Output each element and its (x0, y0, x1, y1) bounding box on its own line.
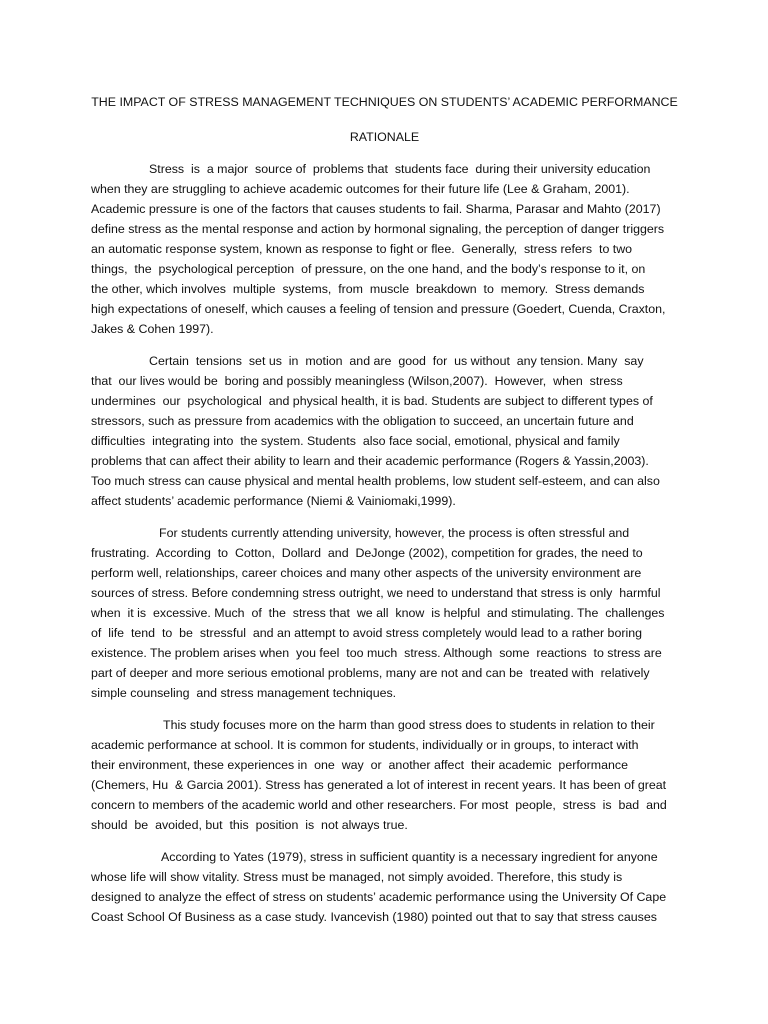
paragraph-line: of life tend to be stressful and an attempt to avoid stress completely would lead to a rather boring (91, 626, 642, 640)
paragraph-line: whose life will show vitality. Stress must be managed, not simply avoided. Therefore, this study is (91, 870, 623, 884)
paragraph-5 (91, 847, 678, 927)
paragraph-line: For students currently attending university, however, the process is often stressful and (159, 526, 630, 540)
paragraph-line: an automatic response system, known as response to fight or flee. Generally, stress refers to two (91, 242, 633, 256)
paragraph-line: concern to members of the academic world and other researchers. For most people, stress is bad and (91, 798, 667, 812)
paragraph-1 (91, 159, 678, 339)
paragraph-line: part of deeper and more serious emotional problems, many are not and can be treated with relatively (91, 666, 650, 680)
paragraph-line: Academic pressure is one of the factors that causes students to fail. Sharma, Parasar and Mahto (2017) (91, 202, 661, 216)
paragraph-line: existence. The problem arises when you feel too much stress. Although some reactions to stress are (91, 646, 662, 660)
paragraph-line: Coast School Of Business as a case study. Ivancevish (1980) pointed out that to say that stress causes (91, 910, 657, 924)
section-heading: RATIONALE (349, 130, 420, 144)
paragraph-line: things, the psychological perception of pressure, on the one hand, and the body’s response to it, on (91, 262, 646, 276)
paragraph-line: stressors, such as pressure from academics with the obligation to succeed, an uncertain future and (91, 414, 634, 428)
paragraph-line: academic performance at school. It is common for students, individually or in groups, to interact with (91, 738, 639, 752)
paragraph-line: affect students’ academic performance (Niemi & Vainiomaki,1999). (91, 494, 456, 508)
paragraph-line: Too much stress can cause physical and mental health problems, low student self-esteem, and can also (91, 474, 660, 488)
paragraph-line: their environment, these experiences in one way or another affect their academic performance (91, 758, 628, 772)
paragraph-line: the other, which involves multiple systems, from muscle breakdown to memory. Stress demands (91, 282, 645, 296)
document-title: THE IMPACT OF STRESS MANAGEMENT TECHNIQUES ON STUDENTS’ ACADEMIC PERFORMANCE (91, 95, 678, 109)
paragraph-line: difficulties integrating into the system. Students also face social, emotional, physical and family (91, 434, 620, 448)
paragraph-line: undermines our psychological and physical health, it is bad. Students are subject to different types of (91, 394, 653, 408)
paragraph-line: that our lives would be boring and possibly meaningless (Wilson,2007). However, when stress (91, 374, 623, 388)
paragraph-3 (91, 523, 678, 703)
paragraph-4 (91, 715, 678, 835)
paragraph-line: problems that can affect their ability to learn and their academic performance (Rogers & Yassin,2003). (91, 454, 649, 468)
paragraph-line: Jakes & Cohen 1997). (91, 322, 214, 336)
paragraph-line: high expectations of oneself, which causes a feeling of tension and pressure (Goedert, Cuenda, Craxton, (91, 302, 666, 316)
paragraph-line: when they are struggling to achieve academic outcomes for their future life (Lee & Graham, 2001). (91, 182, 630, 196)
paragraph-line: According to Yates (1979), stress in sufficient quantity is a necessary ingredient for anyone (161, 850, 658, 864)
paragraph-line: designed to analyze the effect of stress on students’ academic performance using the University Of Cape (91, 890, 667, 904)
paragraph-line: Stress is a major source of problems that students face during their university education (149, 162, 651, 176)
paragraph-line: sources of stress. Before condemning stress outright, we need to understand that stress is only harmful (91, 586, 661, 600)
paragraph-2 (91, 351, 678, 511)
paragraph-line: should be avoided, but this position is not always true. (91, 818, 408, 832)
paragraph-line: frustrating. According to Cotton, Dollard and DeJonge (2002), competition for grades, the need to (91, 546, 643, 560)
paragraph-line: define stress as the mental response and action by hormonal signaling, the perception of danger triggers (91, 222, 665, 236)
paragraph-line: This study focuses more on the harm than good stress does to students in relation to their (163, 718, 655, 732)
paragraph-line: simple counseling and stress management techniques. (91, 686, 397, 700)
paragraph-line: Certain tensions set us in motion and are good for us without any tension. Many say (149, 354, 644, 368)
paragraph-line: (Chemers, Hu & Garcia 2001). Stress has generated a lot of interest in recent years. It has been of great (91, 778, 667, 792)
paragraph-line: perform well, relationships, career choices and many other aspects of the university environment are (91, 566, 642, 580)
paragraph-line: when it is excessive. Much of the stress that we all know is helpful and stimulating. The challenges (91, 606, 665, 620)
